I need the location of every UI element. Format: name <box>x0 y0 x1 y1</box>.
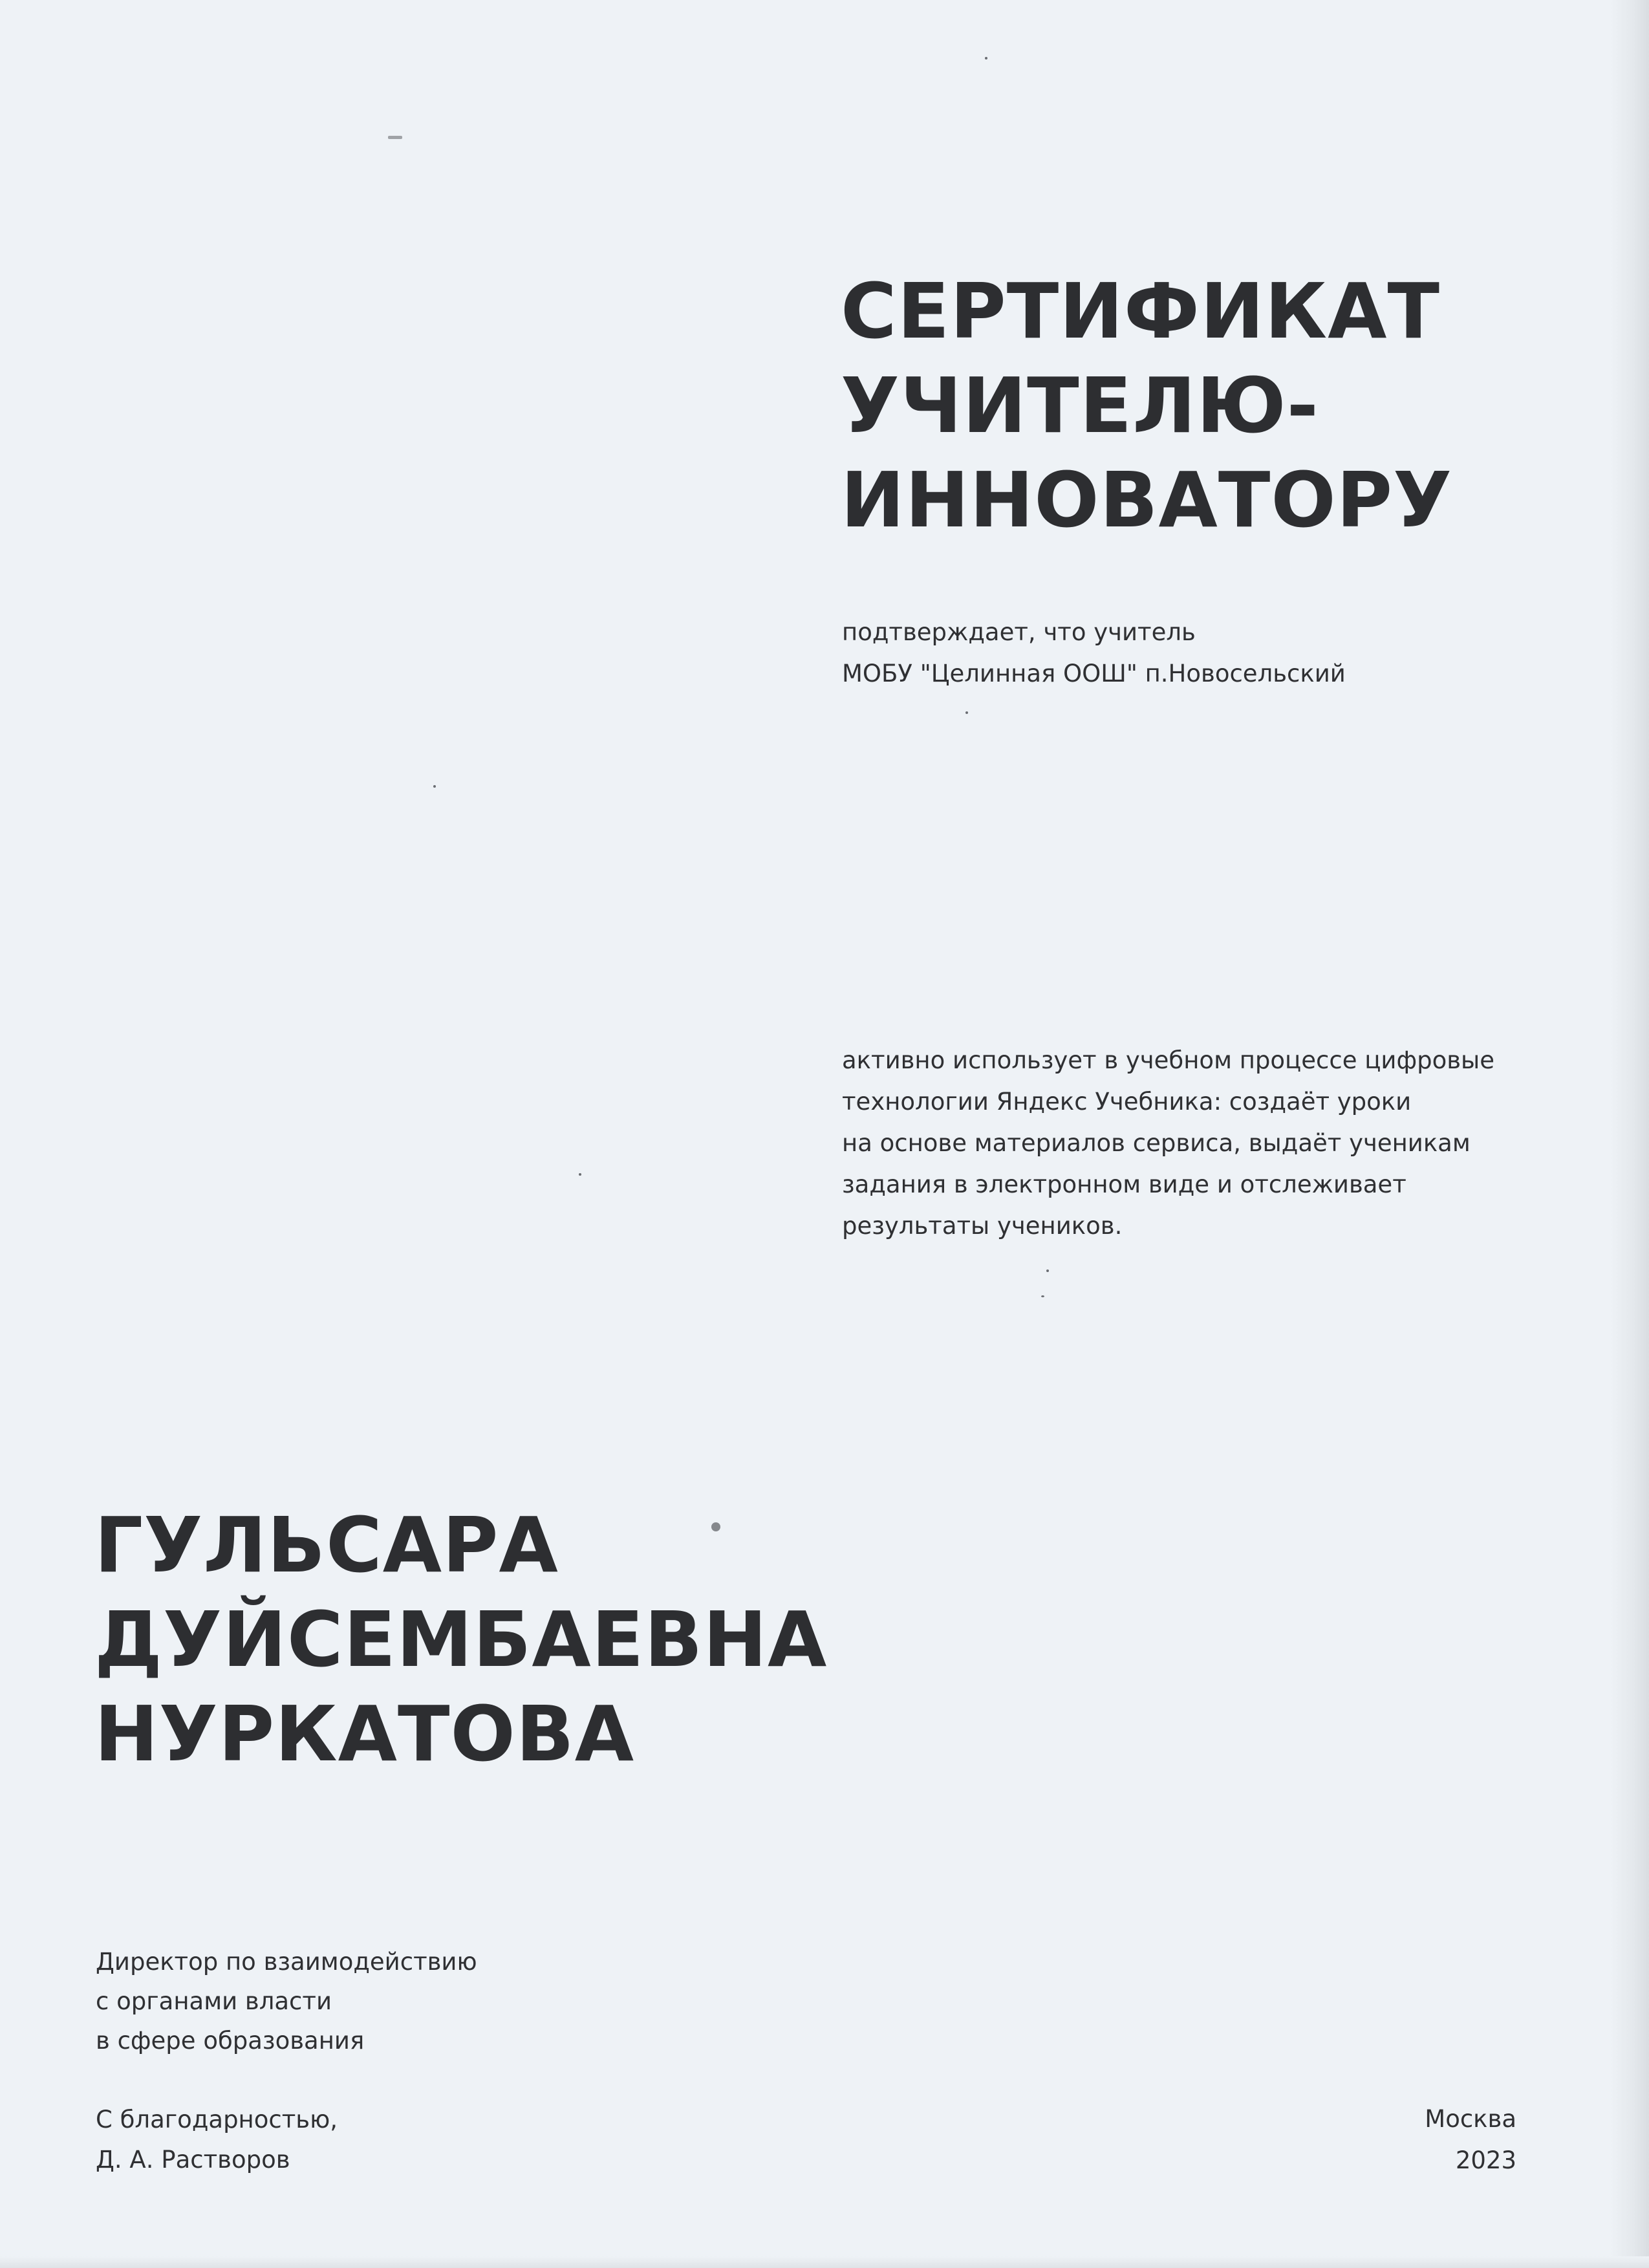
activity-line: технологии Яндекс Учебника: создаёт уроки <box>842 1088 1412 1116</box>
certificate-title-line: ИННОВАТОРУ <box>841 455 1453 545</box>
scan-speck <box>388 136 402 139</box>
director-position-line: Директор по взаимодействию <box>96 1948 477 1976</box>
scan-speck <box>1041 1295 1044 1297</box>
confirmation-line: подтверждает, что учитель <box>842 618 1196 646</box>
confirmation-text <box>842 612 1346 695</box>
activity-line: результаты учеников. <box>842 1212 1123 1240</box>
certificate-title-line: СЕРТИФИКАТ <box>841 266 1440 356</box>
scan-speck <box>433 785 436 788</box>
certificate-title-line: УЧИТЕЛЮ- <box>841 361 1319 450</box>
scan-edge-bottom <box>0 2256 1649 2268</box>
activity-line: активно использует в учебном процессе цифровые <box>842 1046 1494 1074</box>
place-and-year <box>1425 2099 1516 2181</box>
director-position <box>96 1942 477 2060</box>
school-name: МОБУ "Целинная ООШ" п.Новосельский <box>842 660 1346 687</box>
scan-speck <box>985 57 987 59</box>
city: Москва <box>1425 2105 1516 2133</box>
signature-block <box>96 2100 338 2180</box>
recipient-name <box>94 1498 827 1781</box>
scan-speck <box>965 711 968 714</box>
recipient-first-name: ГУЛЬСАРА <box>94 1500 559 1590</box>
scan-speck <box>579 1173 581 1176</box>
director-position-line: с органами власти <box>96 1987 332 2015</box>
activity-line: на основе материалов сервиса, выдаёт ученикам <box>842 1129 1471 1157</box>
gratitude-text: С благодарностью, <box>96 2106 338 2133</box>
recipient-last-name: НУРКАТОВА <box>94 1689 635 1778</box>
scan-speck <box>1046 1269 1049 1272</box>
recipient-patronymic: ДУЙСЕМБАЕВНА <box>94 1595 828 1684</box>
activity-line: задания в электронном виде и отслеживает <box>842 1171 1406 1198</box>
scan-edge-right <box>1610 0 1649 2268</box>
activity-description <box>842 1040 1494 1247</box>
certificate-title <box>841 264 1452 547</box>
year: 2023 <box>1455 2146 1516 2174</box>
signatory-name: Д. А. Растворов <box>96 2146 290 2174</box>
director-position-line: в сфере образования <box>96 2027 365 2055</box>
